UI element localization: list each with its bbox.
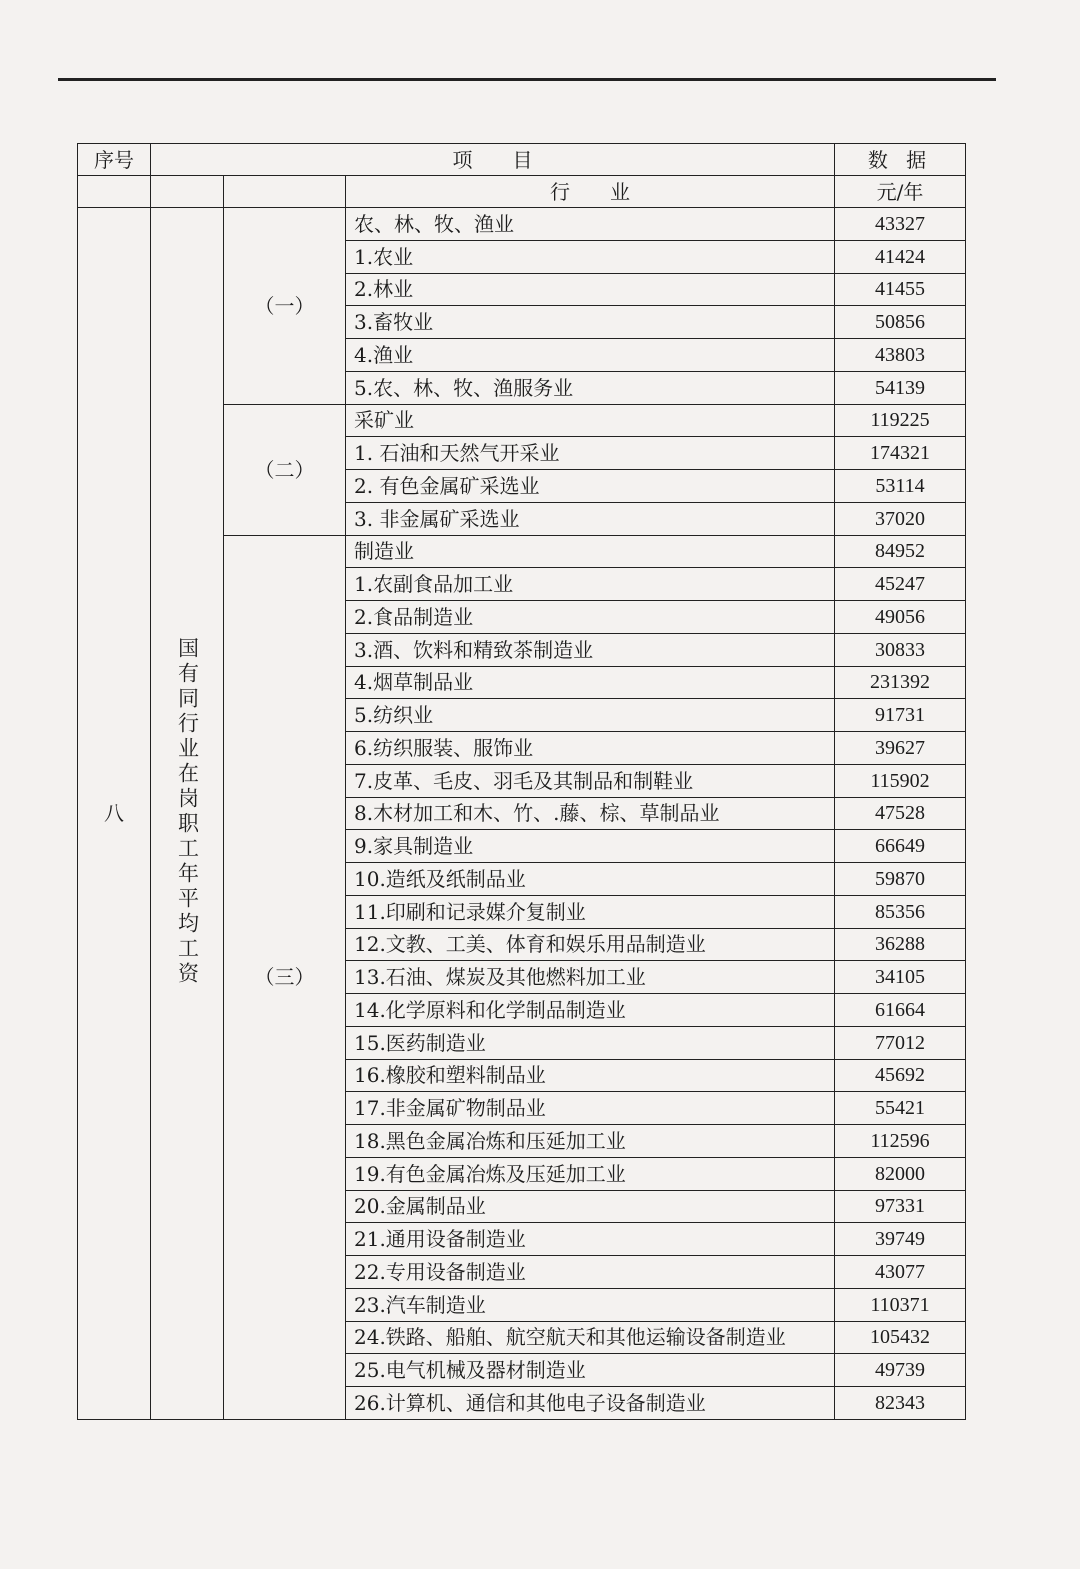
wage-value: 97331 bbox=[835, 1190, 966, 1223]
header-unit: 元/年 bbox=[835, 176, 966, 208]
industry-name: 2.林业 bbox=[346, 273, 835, 306]
industry-name: 5.纺织业 bbox=[346, 699, 835, 732]
wage-value: 41455 bbox=[835, 273, 966, 306]
wage-value: 84952 bbox=[835, 535, 966, 568]
industry-name: 4.烟草制品业 bbox=[346, 666, 835, 699]
industry-name: 10.造纸及纸制品业 bbox=[346, 863, 835, 896]
wage-value: 45692 bbox=[835, 1059, 966, 1092]
wage-value: 85356 bbox=[835, 895, 966, 928]
wage-value: 91731 bbox=[835, 699, 966, 732]
industry-name: 18.黑色金属冶炼和压延加工业 bbox=[346, 1125, 835, 1158]
wage-value: 45247 bbox=[835, 568, 966, 601]
industry-name: 16.橡胶和塑料制品业 bbox=[346, 1059, 835, 1092]
header-item: 项 目 bbox=[151, 144, 835, 176]
industry-name: 1. 石油和天然气开采业 bbox=[346, 437, 835, 470]
industry-name: 3. 非金属矿采选业 bbox=[346, 502, 835, 535]
group-label: （二） bbox=[224, 404, 346, 535]
header-row-1 bbox=[78, 144, 966, 176]
industry-name: 1.农业 bbox=[346, 240, 835, 273]
header-empty-cell bbox=[224, 176, 346, 208]
wage-value: 53114 bbox=[835, 470, 966, 503]
header-data: 数 据 bbox=[835, 144, 966, 176]
industry-name: 25.电气机械及器材制造业 bbox=[346, 1354, 835, 1387]
wage-value: 36288 bbox=[835, 928, 966, 961]
industry-name: 19.有色金属冶炼及压延加工业 bbox=[346, 1157, 835, 1190]
industry-name: 采矿业 bbox=[346, 404, 835, 437]
wage-value: 110371 bbox=[835, 1288, 966, 1321]
wage-value: 77012 bbox=[835, 1026, 966, 1059]
industry-name: 5.农、林、牧、渔服务业 bbox=[346, 371, 835, 404]
wage-value: 39749 bbox=[835, 1223, 966, 1256]
industry-name: 23.汽车制造业 bbox=[346, 1288, 835, 1321]
industry-name: 17.非金属矿物制品业 bbox=[346, 1092, 835, 1125]
wage-value: 174321 bbox=[835, 437, 966, 470]
wage-value: 66649 bbox=[835, 830, 966, 863]
industry-name: 21.通用设备制造业 bbox=[346, 1223, 835, 1256]
industry-name: 6.纺织服装、服饰业 bbox=[346, 732, 835, 765]
header-empty-cell bbox=[151, 176, 224, 208]
wage-value: 43327 bbox=[835, 208, 966, 241]
wage-value: 112596 bbox=[835, 1125, 966, 1158]
wage-value: 61664 bbox=[835, 994, 966, 1027]
industry-name: 24.铁路、船舶、航空航天和其他运输设备制造业 bbox=[346, 1321, 835, 1354]
wage-value: 82000 bbox=[835, 1157, 966, 1190]
wage-value: 55421 bbox=[835, 1092, 966, 1125]
industry-name: 制造业 bbox=[346, 535, 835, 568]
industry-name: 2. 有色金属矿采选业 bbox=[346, 470, 835, 503]
wage-value: 82343 bbox=[835, 1387, 966, 1420]
wage-value: 231392 bbox=[835, 666, 966, 699]
wage-value: 59870 bbox=[835, 863, 966, 896]
wage-value: 30833 bbox=[835, 633, 966, 666]
wage-value: 54139 bbox=[835, 371, 966, 404]
header-empty-cell bbox=[78, 176, 151, 208]
industry-name: 8.木材加工和木、竹、.藤、棕、草制品业 bbox=[346, 797, 835, 830]
section-title: 国有同行业在岗职工年平均工资 bbox=[175, 636, 200, 987]
wage-value: 105432 bbox=[835, 1321, 966, 1354]
wage-table bbox=[77, 143, 966, 1420]
table-row bbox=[78, 208, 966, 241]
wage-value: 43077 bbox=[835, 1256, 966, 1289]
industry-name: 9.家具制造业 bbox=[346, 830, 835, 863]
industry-name: 13.石油、煤炭及其他燃料加工业 bbox=[346, 961, 835, 994]
industry-name: 7.皮革、毛皮、羽毛及其制品和制鞋业 bbox=[346, 764, 835, 797]
industry-name: 3.酒、饮料和精致茶制造业 bbox=[346, 633, 835, 666]
wage-value: 43803 bbox=[835, 339, 966, 372]
industry-name: 22.专用设备制造业 bbox=[346, 1256, 835, 1289]
industry-name: 农、林、牧、渔业 bbox=[346, 208, 835, 241]
wage-value: 49739 bbox=[835, 1354, 966, 1387]
wage-value: 115902 bbox=[835, 764, 966, 797]
section-title-cell bbox=[151, 208, 224, 1420]
industry-name: 26.计算机、通信和其他电子设备制造业 bbox=[346, 1387, 835, 1420]
header-category: 行 业 bbox=[346, 176, 835, 208]
wage-value: 47528 bbox=[835, 797, 966, 830]
header-row-2 bbox=[78, 176, 966, 208]
wage-value: 34105 bbox=[835, 961, 966, 994]
wage-value: 39627 bbox=[835, 732, 966, 765]
header-rule bbox=[58, 78, 996, 81]
wage-value: 37020 bbox=[835, 502, 966, 535]
industry-name: 14.化学原料和化学制品制造业 bbox=[346, 994, 835, 1027]
section-seq: 八 bbox=[78, 208, 151, 1420]
wage-value: 49056 bbox=[835, 601, 966, 634]
group-label: （一） bbox=[224, 208, 346, 405]
wage-value: 50856 bbox=[835, 306, 966, 339]
industry-name: 3.畜牧业 bbox=[346, 306, 835, 339]
wage-value: 41424 bbox=[835, 240, 966, 273]
industry-name: 11.印刷和记录媒介复制业 bbox=[346, 895, 835, 928]
industry-name: 15.医药制造业 bbox=[346, 1026, 835, 1059]
industry-name: 4.渔业 bbox=[346, 339, 835, 372]
wage-value: 119225 bbox=[835, 404, 966, 437]
industry-name: 20.金属制品业 bbox=[346, 1190, 835, 1223]
industry-name: 1.农副食品加工业 bbox=[346, 568, 835, 601]
header-seq: 序号 bbox=[78, 144, 151, 176]
industry-name: 12.文教、工美、体育和娱乐用品制造业 bbox=[346, 928, 835, 961]
industry-name: 2.食品制造业 bbox=[346, 601, 835, 634]
group-label: （三） bbox=[224, 535, 346, 1419]
